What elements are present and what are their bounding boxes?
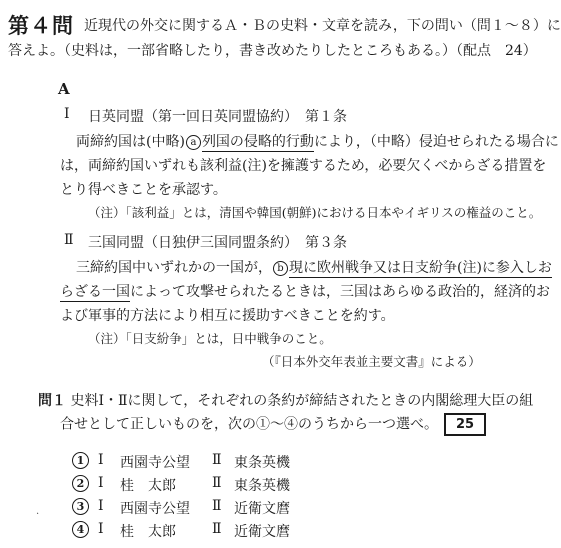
question-1-text-a: 合せとして正しいものを，次の [60, 416, 256, 433]
option-name-1: 桂 太郎 [120, 478, 176, 494]
doc2-source: （『日本外交年表並主要文書』による） [262, 354, 481, 369]
section-label: A [58, 80, 70, 98]
doc1-line-3: とり得べきことを承認す。 [60, 182, 227, 198]
stray-mark: . [36, 506, 40, 517]
option-name-1: 西園寺公望 [120, 455, 190, 471]
option-name-2: 東条英機 [234, 455, 290, 471]
range-mid: 〜 [270, 416, 284, 433]
option-roman-2: Ⅱ [212, 521, 222, 537]
doc1-heading: 日英同盟（第一回日英同盟協約） 第１条 [88, 109, 347, 125]
question-title: 第４問 [8, 14, 74, 38]
doc2-note: （注）「日支紛争」とは，日中戦争のこと。 [88, 331, 332, 346]
range-end: ④ [284, 416, 298, 433]
doc1-note: （注）「該利益」とは，清国や韓国(朝鮮)における日本やイギリスの権益のこと。 [88, 205, 542, 220]
doc2-numeral: Ⅱ [64, 232, 74, 248]
question-1-label: 問１ [38, 393, 66, 409]
option-4[interactable] [72, 521, 290, 540]
answer-box: 25 [444, 413, 486, 436]
doc1-line-2: は，両締約国いずれも該利益(注)を擁護するため，必要欠くべからざる措置を [60, 158, 547, 174]
underline-b-1: 現に欧州戦争又は日支紛争(注)に参入しお [289, 260, 552, 276]
option-3[interactable] [72, 498, 290, 517]
doc1-text-b: により，（中略）侵迫せられたる場合に [313, 134, 559, 150]
marker-b: b [273, 261, 288, 276]
option-roman-1: Ⅰ [98, 521, 104, 537]
option-name-1: 西園寺公望 [120, 501, 190, 517]
option-number: 4 [72, 521, 89, 538]
option-roman-1: Ⅰ [98, 498, 104, 514]
intro-line-1: 近現代の外交に関するＡ・Ｂの史料・文章を読み，下の問い（問１〜８）に [84, 18, 561, 34]
option-number: 3 [72, 498, 89, 515]
option-roman-1: Ⅰ [98, 452, 104, 468]
intro-line-2: 答えよ。（史料は，一部省略したり，書き改めたりしたところもある。）（配点 24） [8, 43, 537, 59]
range-start: ① [256, 416, 270, 433]
question-1-text: 史料Ⅰ・Ⅱに関して，それぞれの条約が締結されたときの内閣総理大臣の組 [70, 393, 534, 409]
doc1-line-1 [76, 131, 559, 151]
question-1-line-1 [38, 390, 533, 410]
option-roman-1: Ⅰ [98, 475, 104, 491]
doc2-line-1 [76, 257, 552, 277]
question-1-text-b: のうちから一つ選べ。 [298, 416, 438, 433]
option-1[interactable] [72, 452, 290, 471]
marker-a: a [186, 135, 201, 150]
option-name-2: 近衛文麿 [234, 501, 290, 517]
option-name-2: 東条英機 [234, 478, 290, 494]
option-number: 1 [72, 452, 89, 469]
doc1-numeral: Ⅰ [64, 106, 70, 122]
option-number: 2 [72, 475, 89, 492]
underline-b-2: らざる一国 [60, 284, 130, 300]
doc2-heading: 三国同盟（日独伊三国同盟条約） 第３条 [88, 235, 347, 251]
option-roman-2: Ⅱ [212, 498, 222, 514]
option-name-1: 桂 太郎 [120, 524, 176, 540]
option-roman-2: Ⅱ [212, 475, 222, 491]
option-roman-2: Ⅱ [212, 452, 222, 468]
question-1-line-2 [60, 413, 486, 436]
option-2[interactable] [72, 475, 290, 494]
doc2-text-a: 三締約国中いずれかの一国が， [76, 260, 272, 276]
doc1-text-a: 両締約国は(中略) [76, 134, 185, 150]
doc2-line-3: よび軍事的方法により相互に援助すべきことを約す。 [60, 308, 395, 324]
option-name-2: 近衛文麿 [234, 524, 290, 540]
doc2-text-b: によって攻撃せられたるときは，三国はあらゆる政治的，経済的お [130, 284, 550, 300]
underline-a: 列国の侵略的行動 [201, 134, 314, 150]
doc2-line-2 [60, 281, 550, 301]
